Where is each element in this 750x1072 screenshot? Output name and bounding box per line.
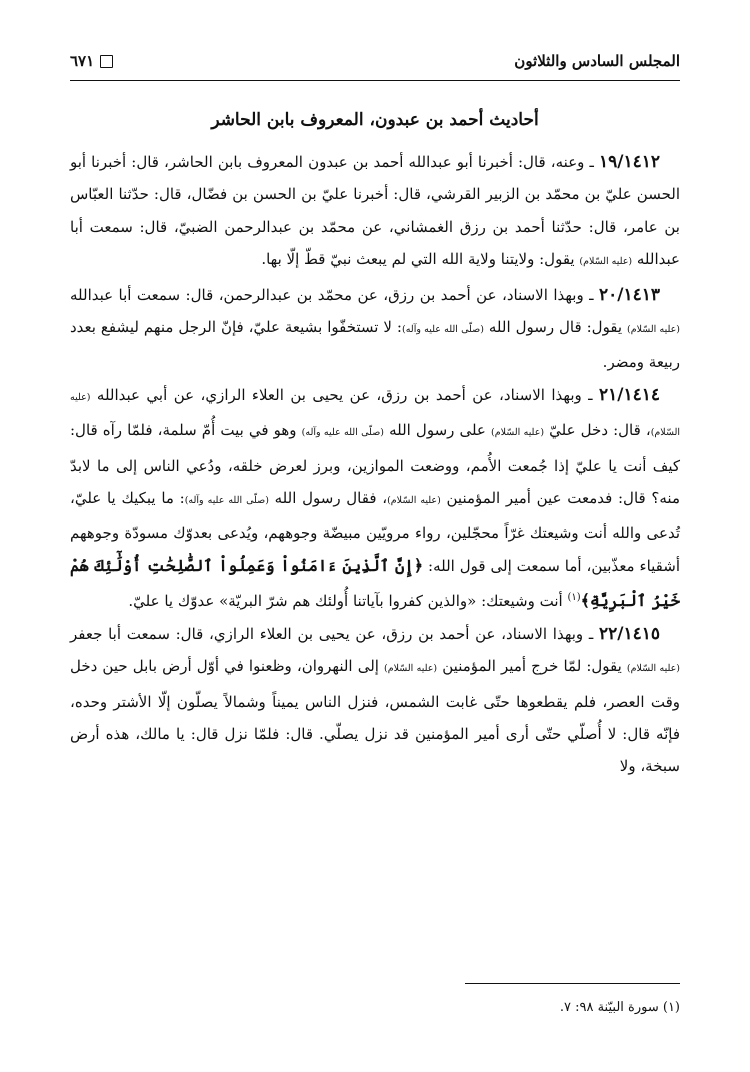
header-title: المجلس السادس والثلاثون — [514, 52, 680, 70]
hadith-text: أنت وشيعتك: «والذين كفروا بآياتنا أُولئك هم شرّ البريّة» عدوّك يا عليّ. — [128, 592, 568, 611]
honorific-phrase: (عليه السّلام) — [579, 256, 633, 268]
hadith-text: يقول: لمّا خرج أمير المؤمنين — [437, 657, 627, 676]
hadith-text: : ما يبكيك يا عليّ، تُدعى والله أنت وشيعتك غرّاً محجّلين، رواء مرويّين مبيضّة وجوههم، ويُدعى بعدوّك مسودّة وجوههم أشقياء معذّبين، أما سمعت إلى قول الله: — [70, 489, 680, 575]
hadith-number: ٢٠/١٤١٣ — [599, 284, 660, 305]
hadith-text: ، قال: دخل عليّ — [544, 421, 651, 440]
hadith-text: ـ وبهذا الاسناد، عن أحمد بن رزق، عن يحيى بن العلاء الرازي، قال: سمعت أبا جعفر — [70, 624, 599, 643]
page-number-block — [70, 52, 113, 70]
honorific-phrase: (عليه السّلام) — [387, 495, 441, 507]
hadith-text: ـ وعنه، قال: أخبرنا أبو عبدالله أحمد بن عبدون المعروف بابن — [212, 153, 599, 171]
honorific-phrase: (صلّى الله عليه وآله) — [301, 427, 384, 439]
footnote-reference: (١) — [567, 592, 581, 604]
hadith-text: : لا تستخفّوا بشيعة عليّ، فإنّ الرجل منهم ليشفع بعدد ربيعة ومضر. — [70, 318, 680, 372]
quran-verse: ﴿إِنَّ ٱلَّذِينَ ءَامَنُواْ وَعَمِلُواْ ٱلصَّٰلِحَٰتِ أُوْلَٰٓئِكَ هُمْ خَيْرُ ٱلْبَرِيَّةِ﴾ — [70, 555, 680, 611]
hadith-text: على رسول الله — [383, 421, 491, 440]
hadith-text: ـ وبهذا الاسناد، عن أحمد بن رزق، عن محمّد بن عبدالرحمن، قال: سمعت أبا عبدالله — [70, 285, 599, 304]
hadith-number: ٢١/١٤١٤ — [599, 384, 660, 405]
honorific-phrase: (عليه السّلام) — [626, 663, 681, 675]
honorific-phrase: (عليه السّلام) — [627, 324, 681, 336]
section-title: أحاديث أحمد بن عبدون، المعروف بابن الحاشر — [211, 110, 539, 130]
hadith-number: ٢٢/١٤١٥ — [599, 623, 660, 644]
hadith-text: ، فقال رسول الله — [268, 489, 388, 508]
hadith-text: ـ وبهذا الاسناد، عن أحمد بن رزق، عن يحيى بن العلاء الرازي، عن أبي عبدالله — [90, 385, 599, 404]
hadith-text: يقول: ولايتنا ولاية الله التي لم يبعث نبيّ قطّ إلّا بها. — [261, 250, 580, 269]
hadith-text: يقول: قال رسول الله — [483, 318, 628, 337]
hadith-number: ١٩/١٤١٢ — [598, 152, 660, 172]
running-header — [70, 46, 680, 81]
hadith-text: وهو في بيت أُمّ سلمة، فلمّا رآه قال: كيف أنت يا عليّ إذا جُمعت الأُمم، ووضعت الموازين، وبرز لعرض خلقه، ودُعي الناس إلى ما لابدّ منه؟ قال: فدمعت عين أمير المؤمنين — [70, 421, 680, 508]
square-ornament-icon — [100, 55, 113, 68]
hadith-paragraph — [70, 618, 680, 783]
honorific-phrase: (عليه السّلام) — [490, 427, 545, 439]
hadith-paragraph — [70, 379, 680, 618]
hadith-paragraph — [70, 146, 680, 279]
page-number: ٦٧١ — [70, 52, 95, 70]
honorific-phrase: (عليه السّلام) — [384, 663, 438, 675]
honorific-phrase: (صلّى الله عليه وآله) — [184, 495, 269, 507]
hadith-text: الحاشر، قال: أخبرنا أبو الحسن عليّ بن محمّد بن الزبير القرشي، قال: أخبرنا عليّ بن الحسن بن فضّال، قال: حدّثنا العبّاس بن عامر، قال: حدّثنا أحمد بن رزق الغمشاني، عن محمّد بن عبدالرحمن الضبيّ، قال: سمعت أبا عبدالله — [70, 153, 680, 269]
hadith-text: إلى النهروان، وظعنوا في أوّل أرض بابل حين دخل وقت العصر، فلم يقطعوها حتّى غابت الشمس، فنزل الناس يميناً وشمالاً يصلّون إلّا الأشتر وحده، فإنّه قال: لا أُصلّي حتّى أرى أمير المؤمنين قد نزل يصلّي. قال: فلمّا نزل قال: يا مالك، هذه أرض سبخة، ولا — [70, 657, 680, 776]
honorific-phrase: (عليه السّلام) — [70, 391, 680, 439]
honorific-phrase: (صلّى الله عليه وآله) — [402, 324, 484, 336]
footnote-divider — [465, 983, 680, 984]
hadith-paragraph — [70, 279, 680, 379]
footnote: (١) سورة البيّنة ٩٨: ٧. — [559, 1000, 680, 1015]
hadith-body — [70, 146, 680, 783]
